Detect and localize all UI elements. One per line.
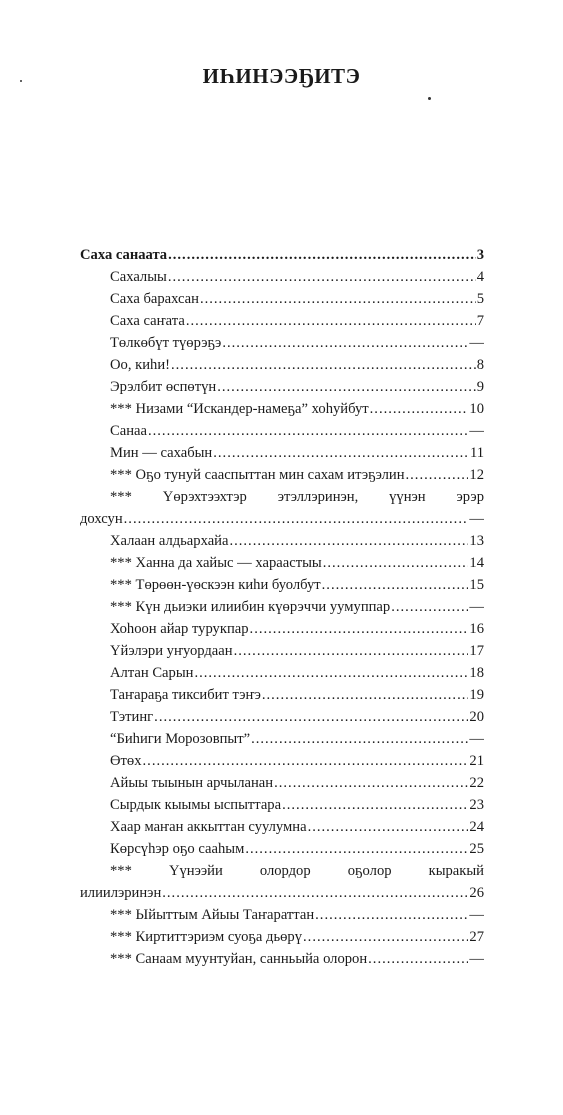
toc-leader [323,552,469,574]
toc-section[interactable] [80,244,484,266]
toc-entry-label: *** Күн дьиэки илиибин күөрэччи уумуппар [110,599,391,615]
toc-entry-label: Таҥараҕа тиксибит тэҥэ [110,687,261,703]
toc-entry[interactable] [80,838,484,860]
toc-entry-page: 19 [469,687,484,703]
toc-entry-label: Сырдык кыымы ыспыттара [110,797,282,813]
toc-leader [148,420,468,442]
toc-section-label: Саха санаата [80,247,168,263]
toc-entry[interactable] [80,882,484,904]
toc-entry[interactable] [80,530,484,552]
toc-leader [168,266,476,288]
toc-entry-label: Санаа [110,423,147,439]
toc-entry-page: — [469,599,484,615]
toc-entry-page: 7 [476,313,484,329]
toc-entry-label: *** Киртиттэриэм суоҕа дьөрү [110,929,303,945]
toc-leader [213,442,469,464]
toc-leader [171,354,476,376]
toc-leader [315,904,468,926]
toc-entry[interactable] [80,464,484,486]
toc-entry-page: 8 [476,357,484,373]
toc-entry-page: 20 [469,709,484,725]
toc-entry-label: Төлкөбүт түөрэҕэ [110,335,222,351]
toc-entry[interactable] [80,816,484,838]
toc-entry[interactable] [80,398,484,420]
table-of-contents [80,244,484,970]
toc-entry-label: Саха саҥата [110,313,185,329]
toc-entry-page: 23 [469,797,484,813]
toc-entry-page: 24 [469,819,484,835]
toc-entry[interactable] [80,288,484,310]
toc-entry-page: — [469,731,484,747]
toc-leader [251,728,468,750]
toc-entry-page: 11 [469,445,484,461]
toc-entries [80,266,484,970]
toc-entry-label: *** Ыйыттым Айыы Таҥараттан [110,907,315,923]
toc-entry[interactable] [80,750,484,772]
toc-entry-page: 27 [469,929,484,945]
toc-entry-label: *** Ханна да хайыс — хараастыы [110,555,322,571]
toc-entry-label: Хоһоон айар турукпар [110,621,249,637]
toc-entry-label: Эрэлбит өспөтүн [110,379,217,395]
toc-entry-page: 16 [469,621,484,637]
toc-leader [186,310,476,332]
toc-entry-page: 10 [469,401,484,417]
toc-entry-label: Айыы тыынын арчыланан [110,775,274,791]
toc-entry[interactable] [80,574,484,596]
toc-entry-label: Мин — сахабын [110,445,213,461]
toc-entry-label: Саха барахсан [110,291,199,307]
toc-entry-page: 18 [469,665,484,681]
toc-leader [168,244,476,266]
toc-entry-label: Алтан Сарын [110,665,194,681]
toc-entry[interactable] [80,442,484,464]
toc-entry-page: 21 [469,753,484,769]
toc-entry[interactable] [80,266,484,288]
toc-leader [406,464,469,486]
toc-entry[interactable] [80,772,484,794]
toc-entry[interactable] [80,420,484,442]
toc-entry-label: Халаан алдьархайа [110,533,229,549]
toc-entry[interactable] [80,354,484,376]
toc-entry-page: — [469,335,484,351]
toc-entry-label: илиилэринэн [80,885,162,901]
toc-leader [370,398,469,420]
toc-entry[interactable] [80,376,484,398]
toc-entry[interactable] [80,926,484,948]
toc-entry-label: Тэтинг [110,709,154,725]
toc-entry-label: Сахалыы [110,269,167,285]
toc-entry[interactable] [80,794,484,816]
toc-entry[interactable] [80,552,484,574]
toc-entry-label: Оо, киһи! [110,357,170,373]
toc-leader [262,684,469,706]
toc-entry[interactable] [80,684,484,706]
toc-entry[interactable] [80,904,484,926]
toc-entry-page: — [469,423,484,439]
toc-entry-label-line1: *** Үүнээйи олордор оҕолор кыракый [110,863,484,879]
toc-entry[interactable] [80,662,484,684]
toc-leader [282,794,468,816]
toc-entry-page: — [469,511,484,527]
toc-leader [303,926,468,948]
toc-entry-label: *** Төрөөн-үөскээн киһи буолбут [110,577,321,593]
toc-entry-page: 25 [469,841,484,857]
toc-leader [194,662,468,684]
toc-entry-page: 22 [469,775,484,791]
toc-entry-label-line1: *** Үөрэхтээхтэр этэллэринэн, үүнэн эрэр [110,489,484,505]
toc-entry[interactable] [80,706,484,728]
toc-entry[interactable] [80,508,484,530]
toc-entry-page: 13 [469,533,484,549]
toc-entry-page: 14 [469,555,484,571]
toc-entry[interactable] [80,332,484,354]
toc-leader [308,816,469,838]
toc-leader [234,640,469,662]
toc-entry-label: Хаар маҥан аккыттан суулумна [110,819,307,835]
toc-entry-page: — [469,951,484,967]
toc-entry[interactable] [80,310,484,332]
toc-leader [391,596,468,618]
toc-entry-page: 15 [469,577,484,593]
toc-leader [245,838,468,860]
toc-entry-page: 4 [476,269,484,285]
toc-leader [162,882,468,904]
toc-leader [274,772,468,794]
toc-entry-label: Өтөх [110,753,142,769]
toc-entry-page: 5 [476,291,484,307]
toc-entry-label: Көрсүһэр оҕо сааһым [110,841,245,857]
toc-entry-line[interactable] [80,486,484,508]
toc-entry[interactable] [80,728,484,750]
toc-entry-page: 26 [469,885,484,901]
toc-leader [200,288,476,310]
toc-leader [143,750,469,772]
toc-leader [250,618,469,640]
toc-entry-label: *** Оҕо тунуй сааспыттан мин сахам итэҕэлин [110,467,405,483]
toc-entry-page: — [469,907,484,923]
toc-entry-label: “Биһиги Морозовпыт” [110,731,251,747]
page-title: ИҺИНЭЭҔИТЭ [202,64,361,88]
toc-entry-page: 9 [476,379,484,395]
toc-entry-line[interactable] [80,860,484,882]
toc-entry-label: дохсун [80,511,123,527]
toc-leader [222,332,468,354]
toc-section-page: 3 [476,247,484,263]
toc-leader [217,376,475,398]
toc-leader [154,706,468,728]
toc-entry-label: *** Низами “Искандер-намеҕа” хоһуйбут [110,401,369,417]
page-speck [20,80,22,82]
toc-leader [368,948,468,970]
toc-entry-page: 12 [469,467,484,483]
toc-entry[interactable] [80,948,484,970]
toc-entry[interactable] [80,596,484,618]
toc-leader [124,508,469,530]
toc-leader [322,574,469,596]
toc-leader [229,530,468,552]
page-speck [428,97,431,100]
toc-entry[interactable] [80,618,484,640]
toc-entry-label: Үйэлэри уҥуордаан [110,643,233,659]
toc-entry[interactable] [80,640,484,662]
toc-entry-page: 17 [469,643,484,659]
toc-entry-label: *** Санаам муунтуйан, санньыйа олорон [110,951,368,967]
